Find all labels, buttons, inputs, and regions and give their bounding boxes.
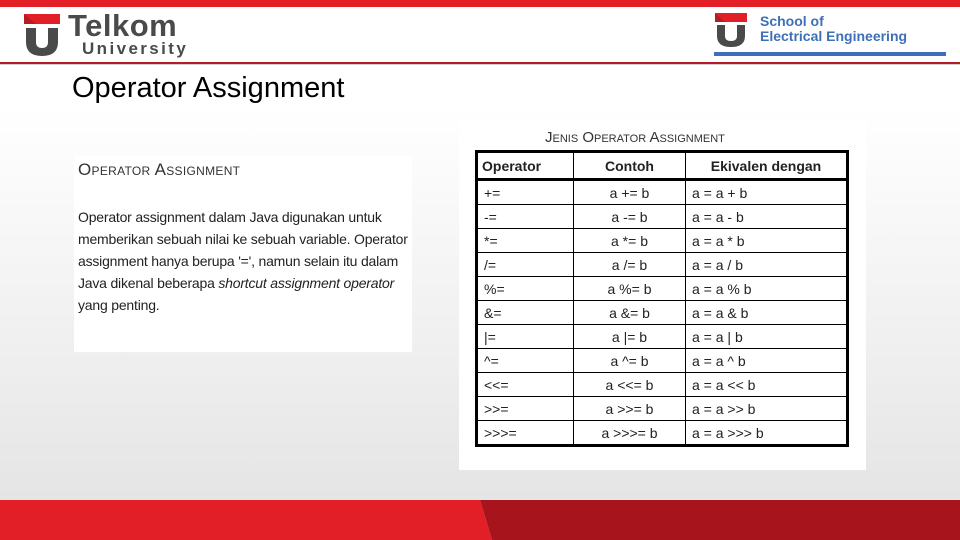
- example-cell: a >>= b: [574, 397, 686, 421]
- column-header-equivalent: Ekivalen dengan: [686, 152, 848, 180]
- telkom-university-logo: [22, 8, 212, 60]
- equivalent-cell: a = a >> b: [686, 397, 848, 421]
- school-logo-mark-icon: [714, 12, 748, 48]
- table-row: [477, 373, 848, 397]
- operator-cell: *=: [477, 229, 574, 253]
- example-cell: a ^= b: [574, 349, 686, 373]
- example-cell: a |= b: [574, 325, 686, 349]
- description-card: [74, 156, 412, 352]
- table-header-row: [477, 152, 848, 180]
- example-cell: a /= b: [574, 253, 686, 277]
- school-name-line2: Electrical Engineering: [760, 28, 908, 44]
- operator-cell: >>=: [477, 397, 574, 421]
- table-row: [477, 205, 848, 229]
- equivalent-cell: a = a * b: [686, 229, 848, 253]
- page-title: Operator Assignment: [72, 72, 345, 104]
- telkom-logo-mark-icon: [22, 12, 62, 58]
- description-text: Operator assignment dalam Java digunakan untuk memberikan sebuah nilai ke sebuah variable. Operator assignment hanya berupa '=', namun selain itu dalam Java dikenal beberapa: [78, 209, 408, 291]
- operator-cell: >>>=: [477, 421, 574, 446]
- equivalent-cell: a = a & b: [686, 301, 848, 325]
- table-row: [477, 301, 848, 325]
- table-row: [477, 277, 848, 301]
- school-name-line1: School of: [760, 13, 824, 29]
- school-electrical-engineering-logo: [714, 12, 950, 58]
- operator-cell: %=: [477, 277, 574, 301]
- footer-accent: [0, 500, 960, 540]
- table-row: [477, 349, 848, 373]
- description-tail: yang penting.: [78, 297, 160, 313]
- equivalent-cell: a = a + b: [686, 180, 848, 205]
- table-row: [477, 253, 848, 277]
- table-row: [477, 325, 848, 349]
- table-row: [477, 397, 848, 421]
- equivalent-cell: a = a - b: [686, 205, 848, 229]
- column-header-example: Contoh: [574, 152, 686, 180]
- telkom-wordmark: Telkom: [68, 8, 178, 43]
- equivalent-cell: a = a / b: [686, 253, 848, 277]
- table-row: [477, 421, 848, 446]
- operator-cell: &=: [477, 301, 574, 325]
- description-body: [78, 206, 410, 316]
- description-heading: Operator Assignment: [78, 160, 241, 179]
- equivalent-cell: a = a % b: [686, 277, 848, 301]
- example-cell: a *= b: [574, 229, 686, 253]
- school-logo-underline: [714, 52, 946, 56]
- top-accent-bar: [0, 0, 960, 7]
- operator-cell: +=: [477, 180, 574, 205]
- university-wordmark: University: [82, 39, 189, 58]
- example-cell: a <<= b: [574, 373, 686, 397]
- operator-cell: <<=: [477, 373, 574, 397]
- equivalent-cell: a = a ^ b: [686, 349, 848, 373]
- description-emphasis: shortcut assignment operator: [218, 275, 395, 291]
- table-row: [477, 180, 848, 205]
- table-row: [477, 229, 848, 253]
- example-cell: a -= b: [574, 205, 686, 229]
- operator-table: [475, 150, 849, 447]
- operator-table-card: [459, 120, 866, 470]
- example-cell: a >>>= b: [574, 421, 686, 446]
- table-caption: Jenis Operator Assignment: [545, 129, 725, 146]
- equivalent-cell: a = a << b: [686, 373, 848, 397]
- example-cell: a &= b: [574, 301, 686, 325]
- operator-cell: |=: [477, 325, 574, 349]
- example-cell: a %= b: [574, 277, 686, 301]
- header-divider-shadow: [0, 64, 960, 65]
- operator-cell: /=: [477, 253, 574, 277]
- operator-cell: ^=: [477, 349, 574, 373]
- column-header-operator: Operator: [477, 152, 574, 180]
- operator-cell: -=: [477, 205, 574, 229]
- equivalent-cell: a = a >>> b: [686, 421, 848, 446]
- equivalent-cell: a = a | b: [686, 325, 848, 349]
- example-cell: a += b: [574, 180, 686, 205]
